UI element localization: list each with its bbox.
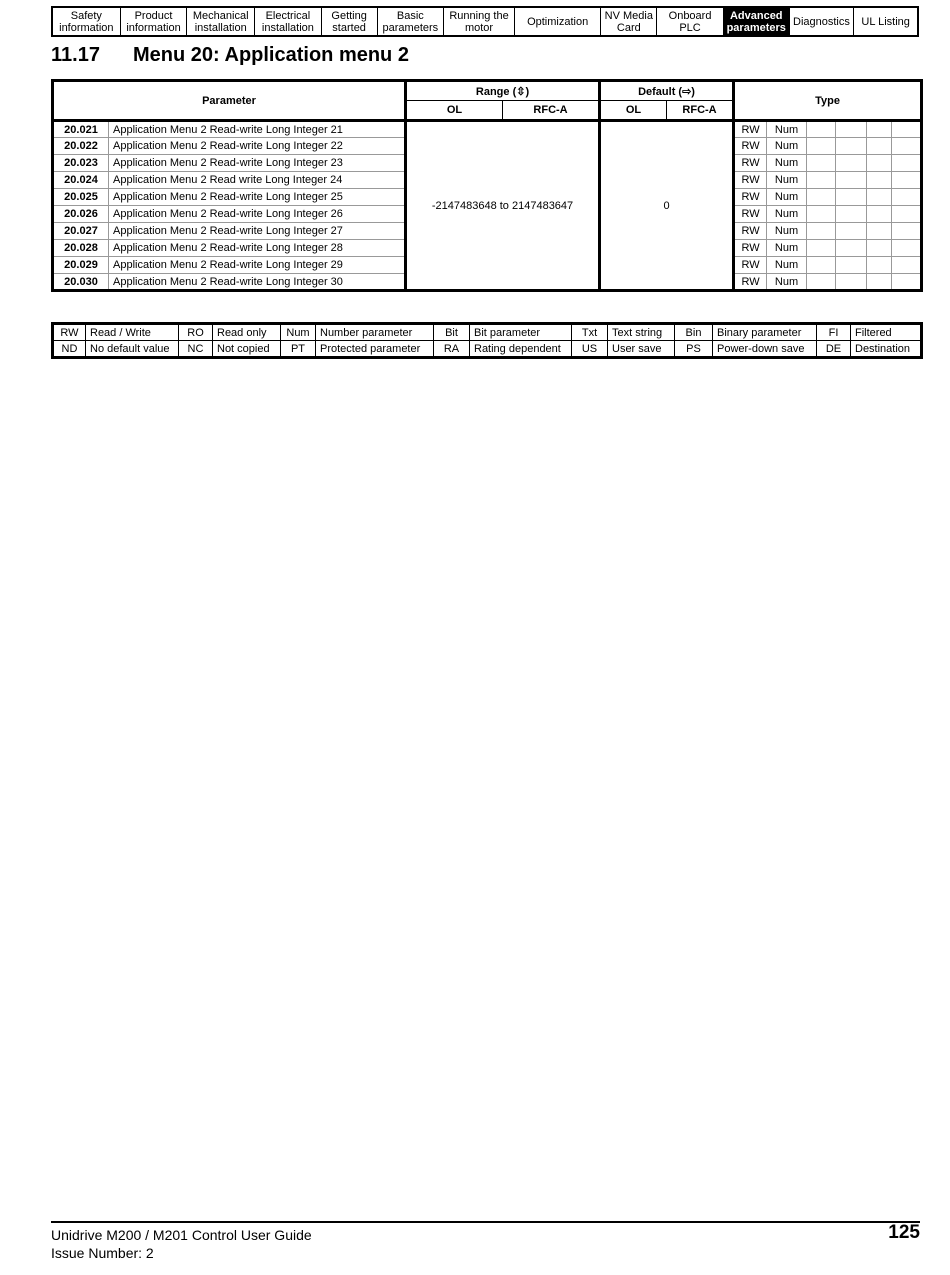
param-name: Application Menu 2 Read-write Long Integer 22 <box>109 138 406 155</box>
legend-desc: Text string <box>608 324 675 341</box>
legend-abbr: ND <box>53 341 86 358</box>
header-default: Default (⇨) <box>600 81 734 101</box>
type-empty <box>807 257 836 274</box>
header-default-ol: OL <box>600 101 667 121</box>
nav-tab-ul-listing[interactable]: UL Listing <box>861 15 910 28</box>
type-access: RW <box>734 274 767 291</box>
type-kind: Num <box>767 138 807 155</box>
type-empty <box>867 240 892 257</box>
legend-desc: Number parameter <box>316 324 434 341</box>
page-number: 125 <box>888 1222 920 1243</box>
legend-desc: Binary parameter <box>713 324 817 341</box>
legend-abbr: Txt <box>572 324 608 341</box>
legend-desc: User save <box>608 341 675 358</box>
type-access: RW <box>734 121 767 138</box>
legend-abbr: US <box>572 341 608 358</box>
legend-desc: Filtered <box>851 324 922 341</box>
legend-abbr: Bit <box>434 324 470 341</box>
type-empty <box>892 223 922 240</box>
param-name: Application Menu 2 Read write Long Integer 24 <box>109 172 406 189</box>
param-id: 20.026 <box>53 206 109 223</box>
type-empty <box>807 189 836 206</box>
type-empty <box>836 223 867 240</box>
default-value: 0 <box>600 121 734 291</box>
type-empty <box>892 138 922 155</box>
legend-row <box>53 341 922 358</box>
nav-tab-running-the-motor[interactable]: Running the motor <box>444 8 515 35</box>
legend-abbr: Num <box>281 324 316 341</box>
nav-tab-safety-information[interactable]: Safety information <box>53 8 121 35</box>
nav-tab-optimization[interactable]: Optimization <box>515 8 602 35</box>
param-id: 20.025 <box>53 189 109 206</box>
type-empty <box>867 189 892 206</box>
header-range: Range (⇳) <box>406 81 600 101</box>
type-empty <box>836 274 867 291</box>
type-empty <box>807 172 836 189</box>
legend-desc: Rating dependent <box>470 341 572 358</box>
type-access: RW <box>734 172 767 189</box>
param-id: 20.023 <box>53 155 109 172</box>
param-id: 20.021 <box>53 121 109 138</box>
legend-abbr: DE <box>817 341 851 358</box>
param-name: Application Menu 2 Read-write Long Integer 30 <box>109 274 406 291</box>
param-name: Application Menu 2 Read-write Long Integer 21 <box>109 121 406 138</box>
type-empty <box>836 240 867 257</box>
legend-abbr: FI <box>817 324 851 341</box>
param-id: 20.028 <box>53 240 109 257</box>
legend-desc: Power-down save <box>713 341 817 358</box>
type-empty <box>836 121 867 138</box>
type-empty <box>836 257 867 274</box>
nav-tab-mechanical-installation[interactable]: Mechanical installation <box>187 8 255 35</box>
section-number: 11.17 <box>51 44 100 66</box>
type-access: RW <box>734 223 767 240</box>
type-empty <box>807 138 836 155</box>
nav-tab-onboard-plc[interactable]: Onboard PLC <box>657 8 724 35</box>
type-empty <box>836 155 867 172</box>
type-empty <box>892 172 922 189</box>
type-access: RW <box>734 240 767 257</box>
header-type: Type <box>734 81 922 121</box>
type-empty <box>867 155 892 172</box>
legend-abbr: RW <box>53 324 86 341</box>
legend-abbr: RO <box>179 324 213 341</box>
header-range-rfca: RFC-A <box>503 101 600 121</box>
legend-abbr: PT <box>281 341 316 358</box>
type-empty <box>867 257 892 274</box>
param-id: 20.027 <box>53 223 109 240</box>
nav-tab-getting-started[interactable]: Getting started <box>322 8 378 35</box>
type-kind: Num <box>767 240 807 257</box>
param-id: 20.022 <box>53 138 109 155</box>
type-kind: Num <box>767 274 807 291</box>
type-empty <box>892 240 922 257</box>
param-id: 20.024 <box>53 172 109 189</box>
legend-abbr: Bin <box>675 324 713 341</box>
nav-tab-basic-parameters[interactable]: Basic parameters <box>378 8 445 35</box>
legend-row <box>53 324 922 341</box>
header-range-ol: OL <box>406 101 503 121</box>
type-empty <box>867 223 892 240</box>
nav-tab-electrical-installation[interactable]: Electrical installation <box>255 8 322 35</box>
param-name: Application Menu 2 Read-write Long Integer 28 <box>109 240 406 257</box>
param-name: Application Menu 2 Read-write Long Integer 27 <box>109 223 406 240</box>
type-empty <box>807 274 836 291</box>
type-kind: Num <box>767 206 807 223</box>
chapter-nav <box>51 6 919 37</box>
legend-desc: Read / Write <box>86 324 179 341</box>
type-access: RW <box>734 206 767 223</box>
type-empty <box>892 274 922 291</box>
legend-abbr: PS <box>675 341 713 358</box>
parameter-table <box>51 79 923 292</box>
nav-tab-nv-media-card[interactable]: NV Media Card <box>601 8 657 35</box>
param-name: Application Menu 2 Read-write Long Integer 26 <box>109 206 406 223</box>
footer-issue-number: Issue Number: 2 <box>51 1245 154 1261</box>
type-access: RW <box>734 155 767 172</box>
legend-desc: Read only <box>213 324 281 341</box>
type-kind: Num <box>767 257 807 274</box>
nav-tab-product-information[interactable]: Product information <box>121 8 188 35</box>
legend-desc: Bit parameter <box>470 324 572 341</box>
type-kind: Num <box>767 155 807 172</box>
type-empty <box>892 206 922 223</box>
type-empty <box>807 121 836 138</box>
type-kind: Num <box>767 172 807 189</box>
range-value: -2147483648 to 2147483647 <box>406 121 600 291</box>
type-empty <box>836 189 867 206</box>
type-empty <box>836 138 867 155</box>
type-empty <box>807 240 836 257</box>
legend-desc: Not copied <box>213 341 281 358</box>
type-kind: Num <box>767 223 807 240</box>
nav-tab-diagnostics[interactable]: Diagnostics <box>790 8 855 35</box>
type-access: RW <box>734 138 767 155</box>
type-empty <box>867 274 892 291</box>
type-empty <box>867 121 892 138</box>
footer <box>51 1226 312 1262</box>
type-empty <box>807 155 836 172</box>
section-heading <box>51 44 409 67</box>
type-kind: Num <box>767 189 807 206</box>
type-empty <box>836 206 867 223</box>
header-default-rfca: RFC-A <box>667 101 734 121</box>
type-empty <box>836 172 867 189</box>
legend-table <box>51 322 923 359</box>
footer-rule <box>51 1221 920 1223</box>
type-access: RW <box>734 257 767 274</box>
param-name: Application Menu 2 Read-write Long Integer 29 <box>109 257 406 274</box>
type-empty <box>892 121 922 138</box>
type-empty <box>807 206 836 223</box>
type-kind: Num <box>767 121 807 138</box>
type-empty <box>892 257 922 274</box>
type-empty <box>867 138 892 155</box>
legend-abbr: NC <box>179 341 213 358</box>
param-id: 20.030 <box>53 274 109 291</box>
legend-abbr: RA <box>434 341 470 358</box>
footer-guide-title: Unidrive M200 / M201 Control User Guide <box>51 1227 312 1243</box>
header-parameter: Parameter <box>53 81 406 121</box>
param-name: Application Menu 2 Read-write Long Integer 23 <box>109 155 406 172</box>
type-empty <box>867 206 892 223</box>
type-access: RW <box>734 189 767 206</box>
type-empty <box>892 155 922 172</box>
legend-desc: Destination <box>851 341 922 358</box>
type-empty <box>867 172 892 189</box>
type-empty <box>807 223 836 240</box>
type-empty <box>892 189 922 206</box>
section-title: Menu 20: Application menu 2 <box>133 44 409 66</box>
legend-desc: Protected parameter <box>316 341 434 358</box>
table-row <box>53 121 922 138</box>
nav-tab-advanced-parameters[interactable]: Advanced parameters <box>724 8 790 35</box>
param-id: 20.029 <box>53 257 109 274</box>
param-name: Application Menu 2 Read-write Long Integer 25 <box>109 189 406 206</box>
legend-desc: No default value <box>86 341 179 358</box>
